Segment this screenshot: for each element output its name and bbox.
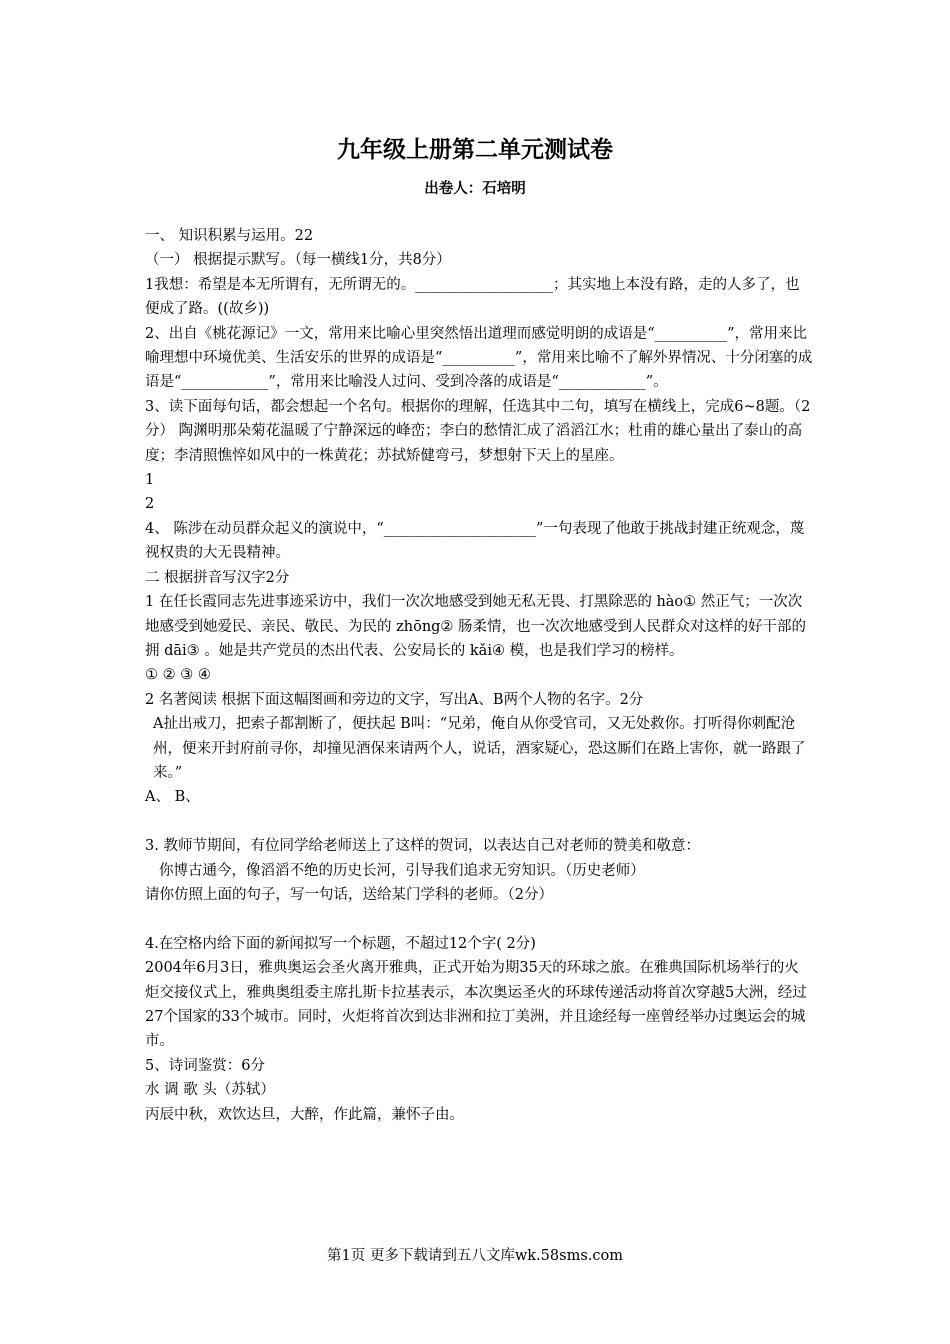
pinyin-question: 1 在任长霞同志先进事迹采访中，我们一次次地感受到她无私无畏、打黑除恶的 hào① 然正气；一次次地感受到她爱民、亲民、敬民、为民的 zhōng② 肠柔情，也一次次地感受到人民群众对这样的好干部的拥 dāi③ 。她是共产党员的杰出代表、公安局长的 kǎi④ 模，也是我们学习的榜样。	[145, 594, 807, 659]
poetry-question: 5、诗词鉴赏：6分	[145, 1057, 265, 1074]
spacer	[145, 907, 813, 931]
classic-reading-answers: A、 B、	[145, 789, 200, 806]
page-title: 九年级上册第二单元测试卷	[337, 136, 613, 163]
question-2: 2、出自《桃花源记》一文，常用来比喻心里突然悟出道理而感觉明朗的成语是“__________”，常用来比喻理想中环境优美、生活安乐的世界的成语是“__________”，常用来比喻不了解外界情况、十分闭塞的成语是“____________”，常用来比喻没人过问、受到冷落的成语是“____________”。	[145, 325, 813, 391]
question-3-answer-2: 2	[145, 496, 155, 513]
author-line: 出卷人：石培明	[424, 180, 526, 197]
poem-preface: 丙辰中秋，欢饮达旦，大醉，作此篇，兼怀子由。	[145, 1106, 464, 1123]
news-title-question: 4.在空格内给下面的新闻拟写一个标题，不超过12个字( 2分)	[145, 935, 536, 952]
poem-title: 水 调 歌 头（苏轼）	[145, 1082, 275, 1099]
teacher-greeting-example: 你博古通今，像滔滔不绝的历史长河，引导我们追求无穷知识。（历史老师）	[159, 862, 645, 879]
news-passage: 2004年6月3日，雅典奥运会圣火离开雅典，正式开始为期35天的环球之旅。在雅典国际机场举行的火炬交接仪式上，雅典奥组委主席扎斯卡拉基表示，本次奥运圣火的环球传递活动将首次穿越5大洲，经过27个国家的33个城市。同时，火炬将首次到达非洲和拉丁美洲，并且途经每一座曾经举办过奥运会的城市。	[145, 960, 807, 1050]
teacher-greeting-question: 3. 教师节期间，有位同学给老师送上了这样的贺词，以表达自己对老师的赞美和敬意：	[145, 838, 700, 855]
section-one-heading: 一、 知识积累与运用。22	[145, 228, 314, 244]
classic-reading-passage: A扯出戒刀，把索子都割断了，便扶起 B叫：“兄弟，俺自从你受官司，又无处救你。打听得你刺配沧州，便来开封府前寻你，却撞见酒保来请两个人，说话，酒家疑心，恐这厮们在路上害你，就一路跟了来。”	[153, 716, 806, 781]
document-body	[145, 224, 813, 1127]
teacher-greeting-task: 请你仿照上面的句子，写一句话，送给某门学科的老师。（2分）	[145, 886, 553, 903]
question-4: 4、 陈涉在动员群众起义的演说中，“_____________________”一句表现了他敢于挑战封建正统观念，蔑视权贵的大无畏精神。	[145, 520, 805, 562]
classic-reading-question: 2 名著阅读 根据下面这幅图画和旁边的文字，写出A、B两个人物的名字。2分	[145, 691, 644, 708]
spacer	[145, 810, 813, 834]
section-one-subheading: （一） 根据提示默写。（每一横线1分，共8分）	[145, 252, 451, 269]
section-two-heading: 二 根据拼音写汉字2分	[145, 569, 290, 586]
page-footer: 第1页 更多下载请到五八文库wk.58sms.com	[327, 1248, 623, 1264]
question-3: 3、读下面每句话，都会想起一个名句。根据你的理解，任选其中二句，填写在横线上，完成6~8题。（2分） 陶渊明那朵菊花温暖了宁静深远的峰峦；李白的愁情汇成了滔滔江水；杜甫的雄心量出了泰山的高度；李清照憔悴如风中的一株黄花；苏拭矫健弯弓，梦想射下天上的星座。	[145, 398, 811, 464]
pinyin-blanks: ① ② ③ ④	[145, 667, 211, 684]
question-3-answer-1: 1	[145, 472, 155, 489]
question-1: 1我想：希望是本无所谓有，无所谓无的。___________________；其实地上本没有路，走的人多了，也便成了路。((故乡))	[145, 276, 800, 318]
